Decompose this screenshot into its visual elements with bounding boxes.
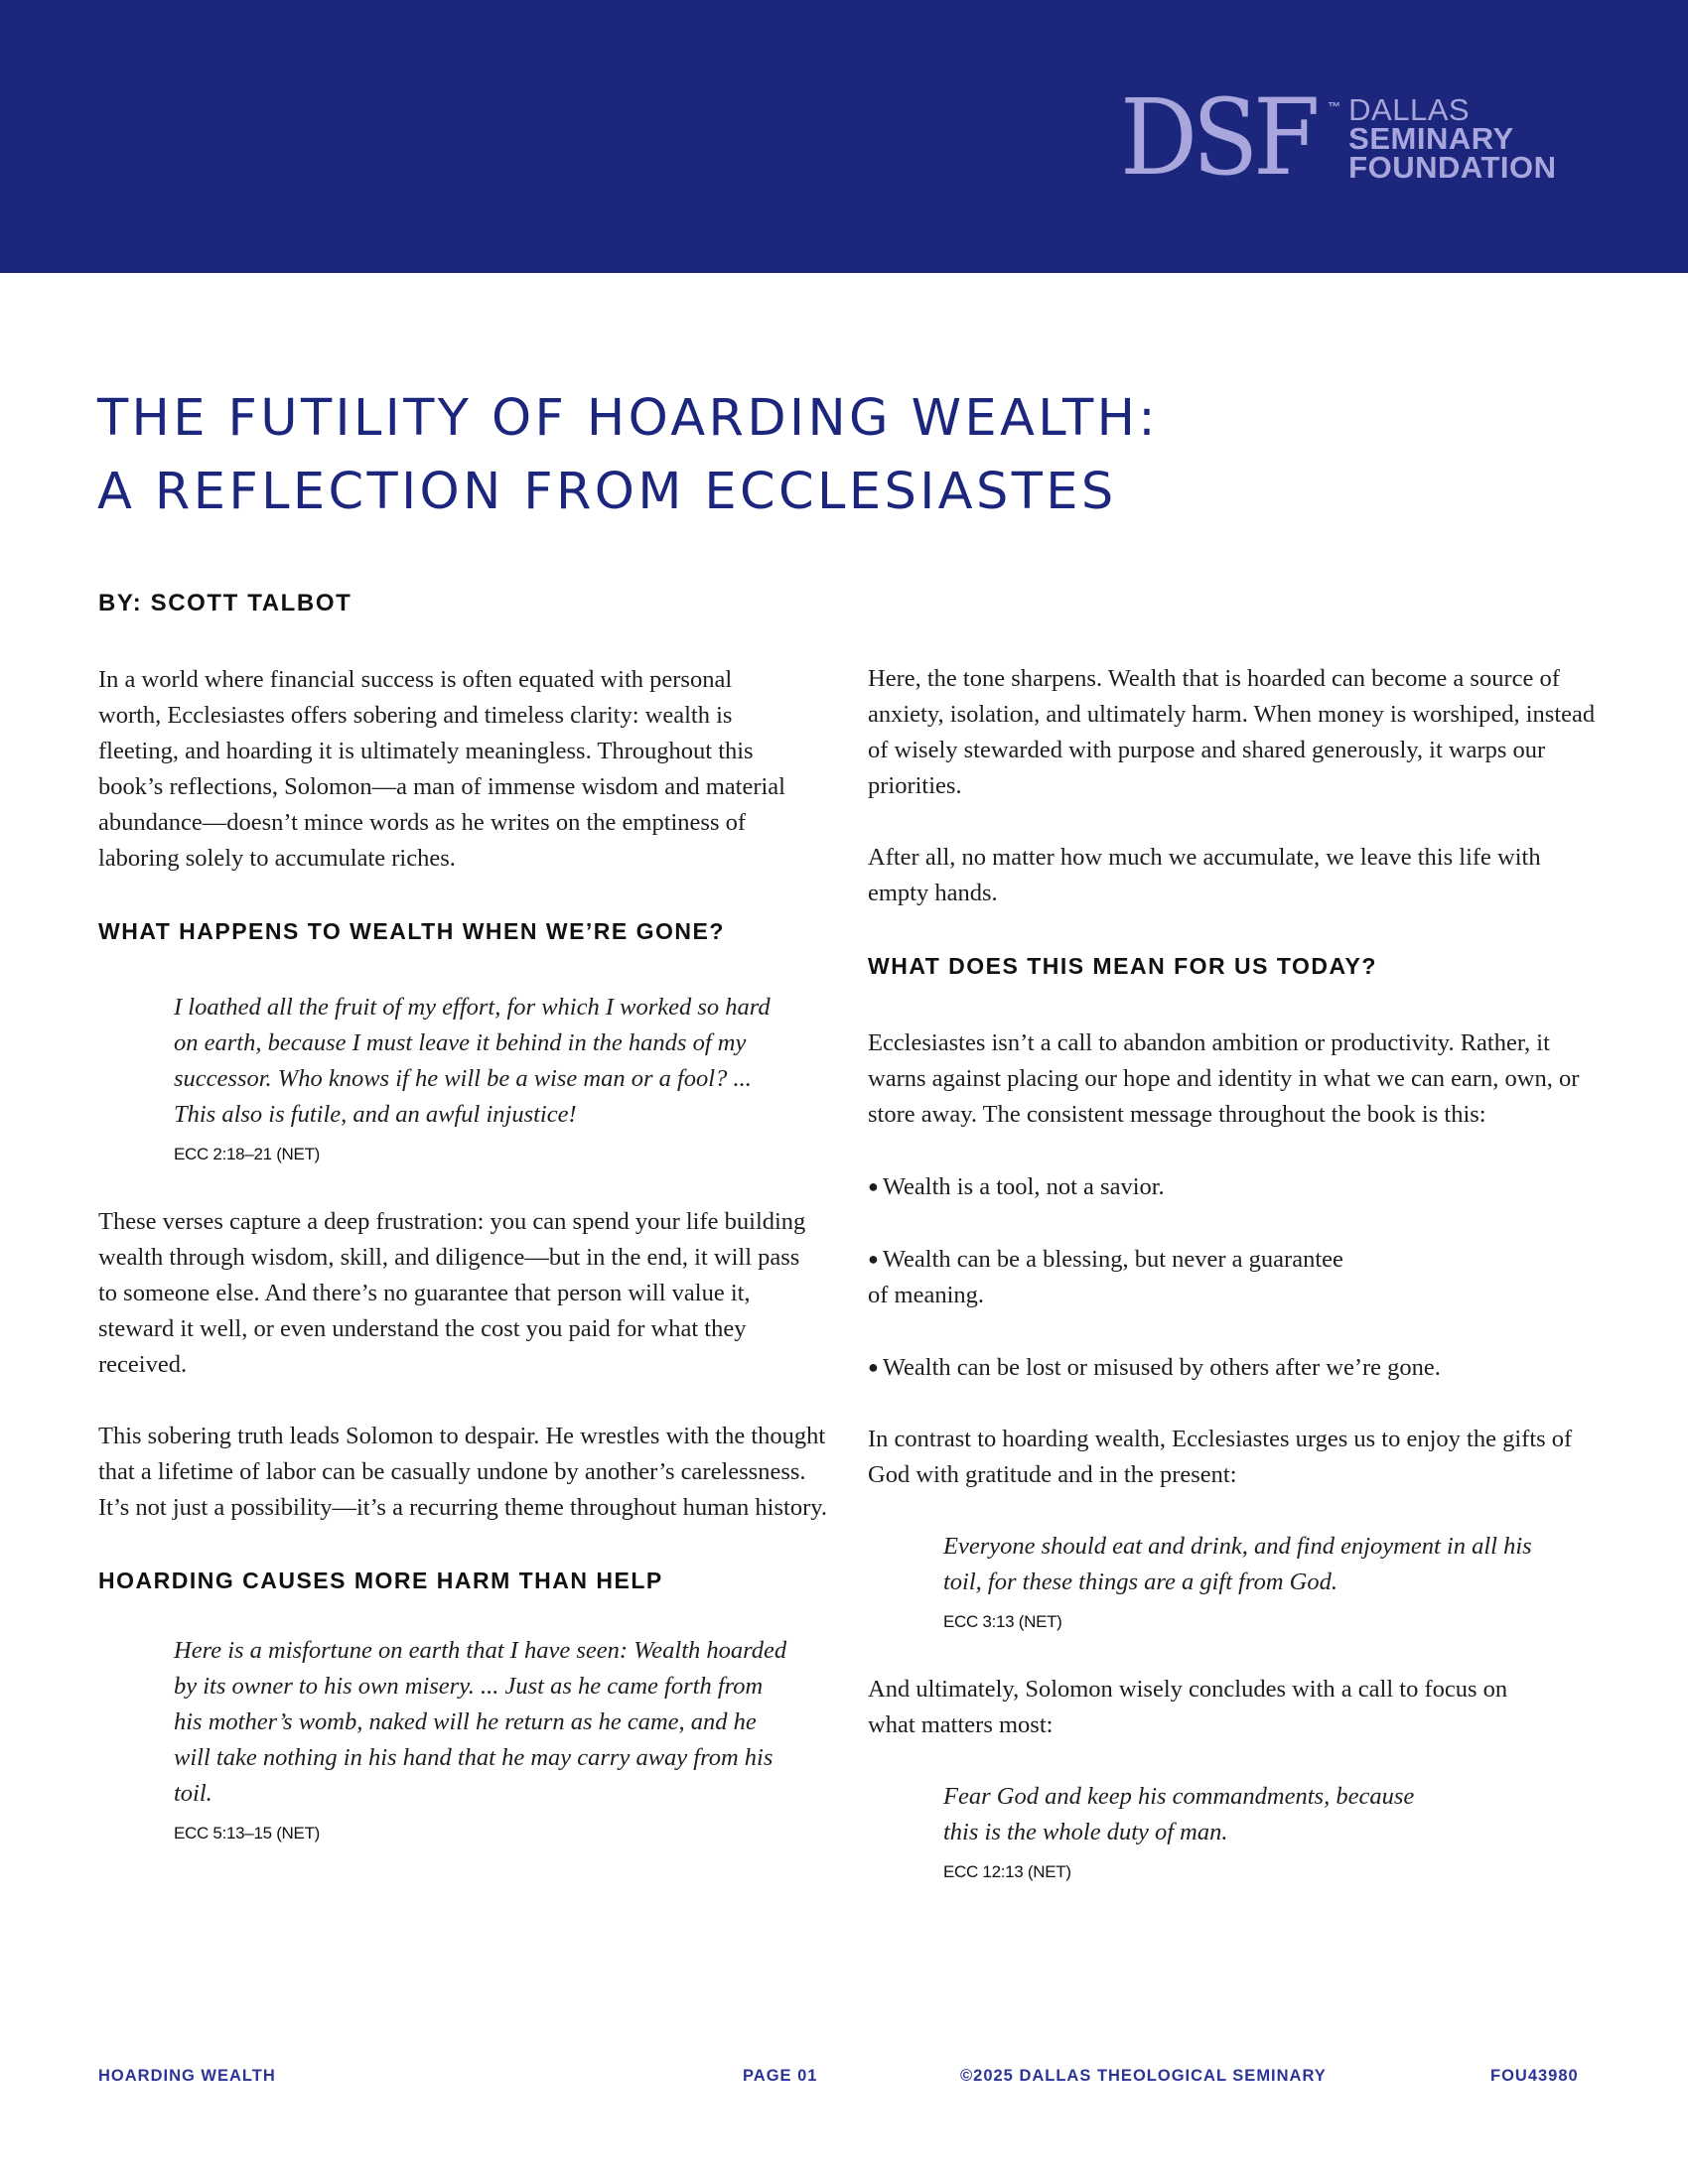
body-paragraph: These verses capture a deep frustration: you can spend your life building wealth through wisdom, skill, and diligence—but in the end, it will pass to someone else. And there’s no guarantee that person will value it, steward it well, or even understand the cost you paid for what they received. (98, 1208, 806, 1378)
right-column (868, 661, 1603, 1882)
scripture-quote (943, 1529, 1559, 1632)
logo-word-foundation: FOUNDATION (1348, 150, 1557, 185)
page-title (97, 382, 1487, 529)
body-paragraph: This sobering truth leads Solomon to despair. He wrestles with the thought that a lifetime of labor can be casually undone by another’s carelessness. It’s not just a possibility—it’s a recurring theme throughout human history. (98, 1423, 828, 1521)
logo-trademark: ™ (1328, 99, 1341, 114)
quote-text: I loathed all the fruit of my effort, for which I worked so hard on earth, because I must leave it behind in the hands of my successor. Who knows if he will be a wise man or a fool? ... This also is futile, and an awful injustice! (174, 994, 771, 1128)
logo-word-dallas: DALLAS (1348, 92, 1471, 127)
bullet-text: Wealth can be a blessing, but never a guarantee of meaning. (868, 1246, 1343, 1308)
scripture-quote (174, 1633, 794, 1843)
quote-text: Here is a misfortune on earth that I have seen: Wealth hoarded by its owner to his own misery. ... Just as he came forth from his mother’s womb, naked will he return as he came, and he will take nothing in his hand that he may carry away from his toil. (174, 1637, 787, 1807)
body-paragraph: After all, no matter how much we accumulate, we leave this life with empty hands. (868, 844, 1541, 906)
footer-page-number: PAGE 01 (743, 2067, 818, 2085)
quote-reference: ECC 3:13 (NET) (943, 1612, 1062, 1631)
bullet-item (868, 1241, 1344, 1313)
body-paragraph: And ultimately, Solomon wisely concludes with a call to focus on what matters most: (868, 1676, 1508, 1738)
section-heading-meaning-today: WHAT DOES THIS MEAN FOR US TODAY? (868, 953, 1377, 979)
byline: BY: SCOTT TALBOT (98, 590, 352, 616)
intro-paragraph: In a world where financial success is often equated with personal worth, Ecclesiastes offers sobering and timeless clarity: wealth is fleeting, and hoarding it is ultimately meaningless. Throughout this book’s reflections, Solomon—a man of immense wisdom and material abundance—doesn’t mince words as he writes on the emptiness of laboring solely to accumulate riches. (98, 666, 785, 872)
bullet-text: Wealth can be lost or misused by others after we’re gone. (882, 1354, 1441, 1381)
logo-mark: DSF (1120, 76, 1316, 199)
footer-document-code: FOU43980 (1490, 2067, 1579, 2085)
body-paragraph: In contrast to hoarding wealth, Ecclesiastes urges us to enjoy the gifts of God with gratitude and in the present: (868, 1426, 1573, 1488)
bullet-item (868, 1168, 1603, 1205)
title-line-2: A REFLECTION FROM ECCLESIASTES (97, 463, 1117, 521)
quote-text: Fear God and keep his commandments, because this is the whole duty of man. (943, 1783, 1415, 1845)
bullet-item (868, 1349, 1603, 1386)
body-paragraph: Ecclesiastes isn’t a call to abandon ambition or productivity. Rather, it warns against placing our hope and identity in what we can earn, own, or store away. The consistent message throughout the book is this: (868, 1029, 1580, 1128)
header-band (0, 0, 1688, 273)
quote-text: Everyone should eat and drink, and find enjoyment in all his toil, for these things are a gift from God. (943, 1533, 1532, 1595)
dsf-logo (1120, 76, 1557, 199)
left-column (98, 590, 828, 1843)
bullet-icon: ● (868, 1176, 879, 1196)
bullet-icon: ● (868, 1249, 879, 1269)
scripture-quote (174, 990, 789, 1164)
title-line-1: THE FUTILITY OF HOARDING WEALTH: (97, 389, 1159, 448)
footer-topic: HOARDING WEALTH (98, 2067, 276, 2085)
quote-reference: ECC 12:13 (NET) (943, 1862, 1071, 1881)
quote-reference: ECC 5:13–15 (NET) (174, 1824, 321, 1843)
scripture-quote (943, 1779, 1420, 1882)
bullet-icon: ● (868, 1357, 879, 1377)
logo-word-seminary: SEMINARY (1348, 121, 1514, 156)
bullet-text: Wealth is a tool, not a savior. (882, 1173, 1165, 1200)
footer-copyright: ©2025 DALLAS THEOLOGICAL SEMINARY (960, 2067, 1327, 2085)
quote-reference: ECC 2:18–21 (NET) (174, 1145, 321, 1163)
section-heading-wealth-when-gone: WHAT HAPPENS TO WEALTH WHEN WE’RE GONE? (98, 918, 725, 944)
logo-wordmark (1348, 92, 1557, 185)
section-heading-hoarding-harm: HOARDING CAUSES MORE HARM THAN HELP (98, 1568, 663, 1593)
body-paragraph: Here, the tone sharpens. Wealth that is hoarded can become a source of anxiety, isolation, and ultimately harm. When money is worshiped, instead of wisely stewarded with purpose and shared generously, it warps our priorities. (868, 665, 1596, 799)
